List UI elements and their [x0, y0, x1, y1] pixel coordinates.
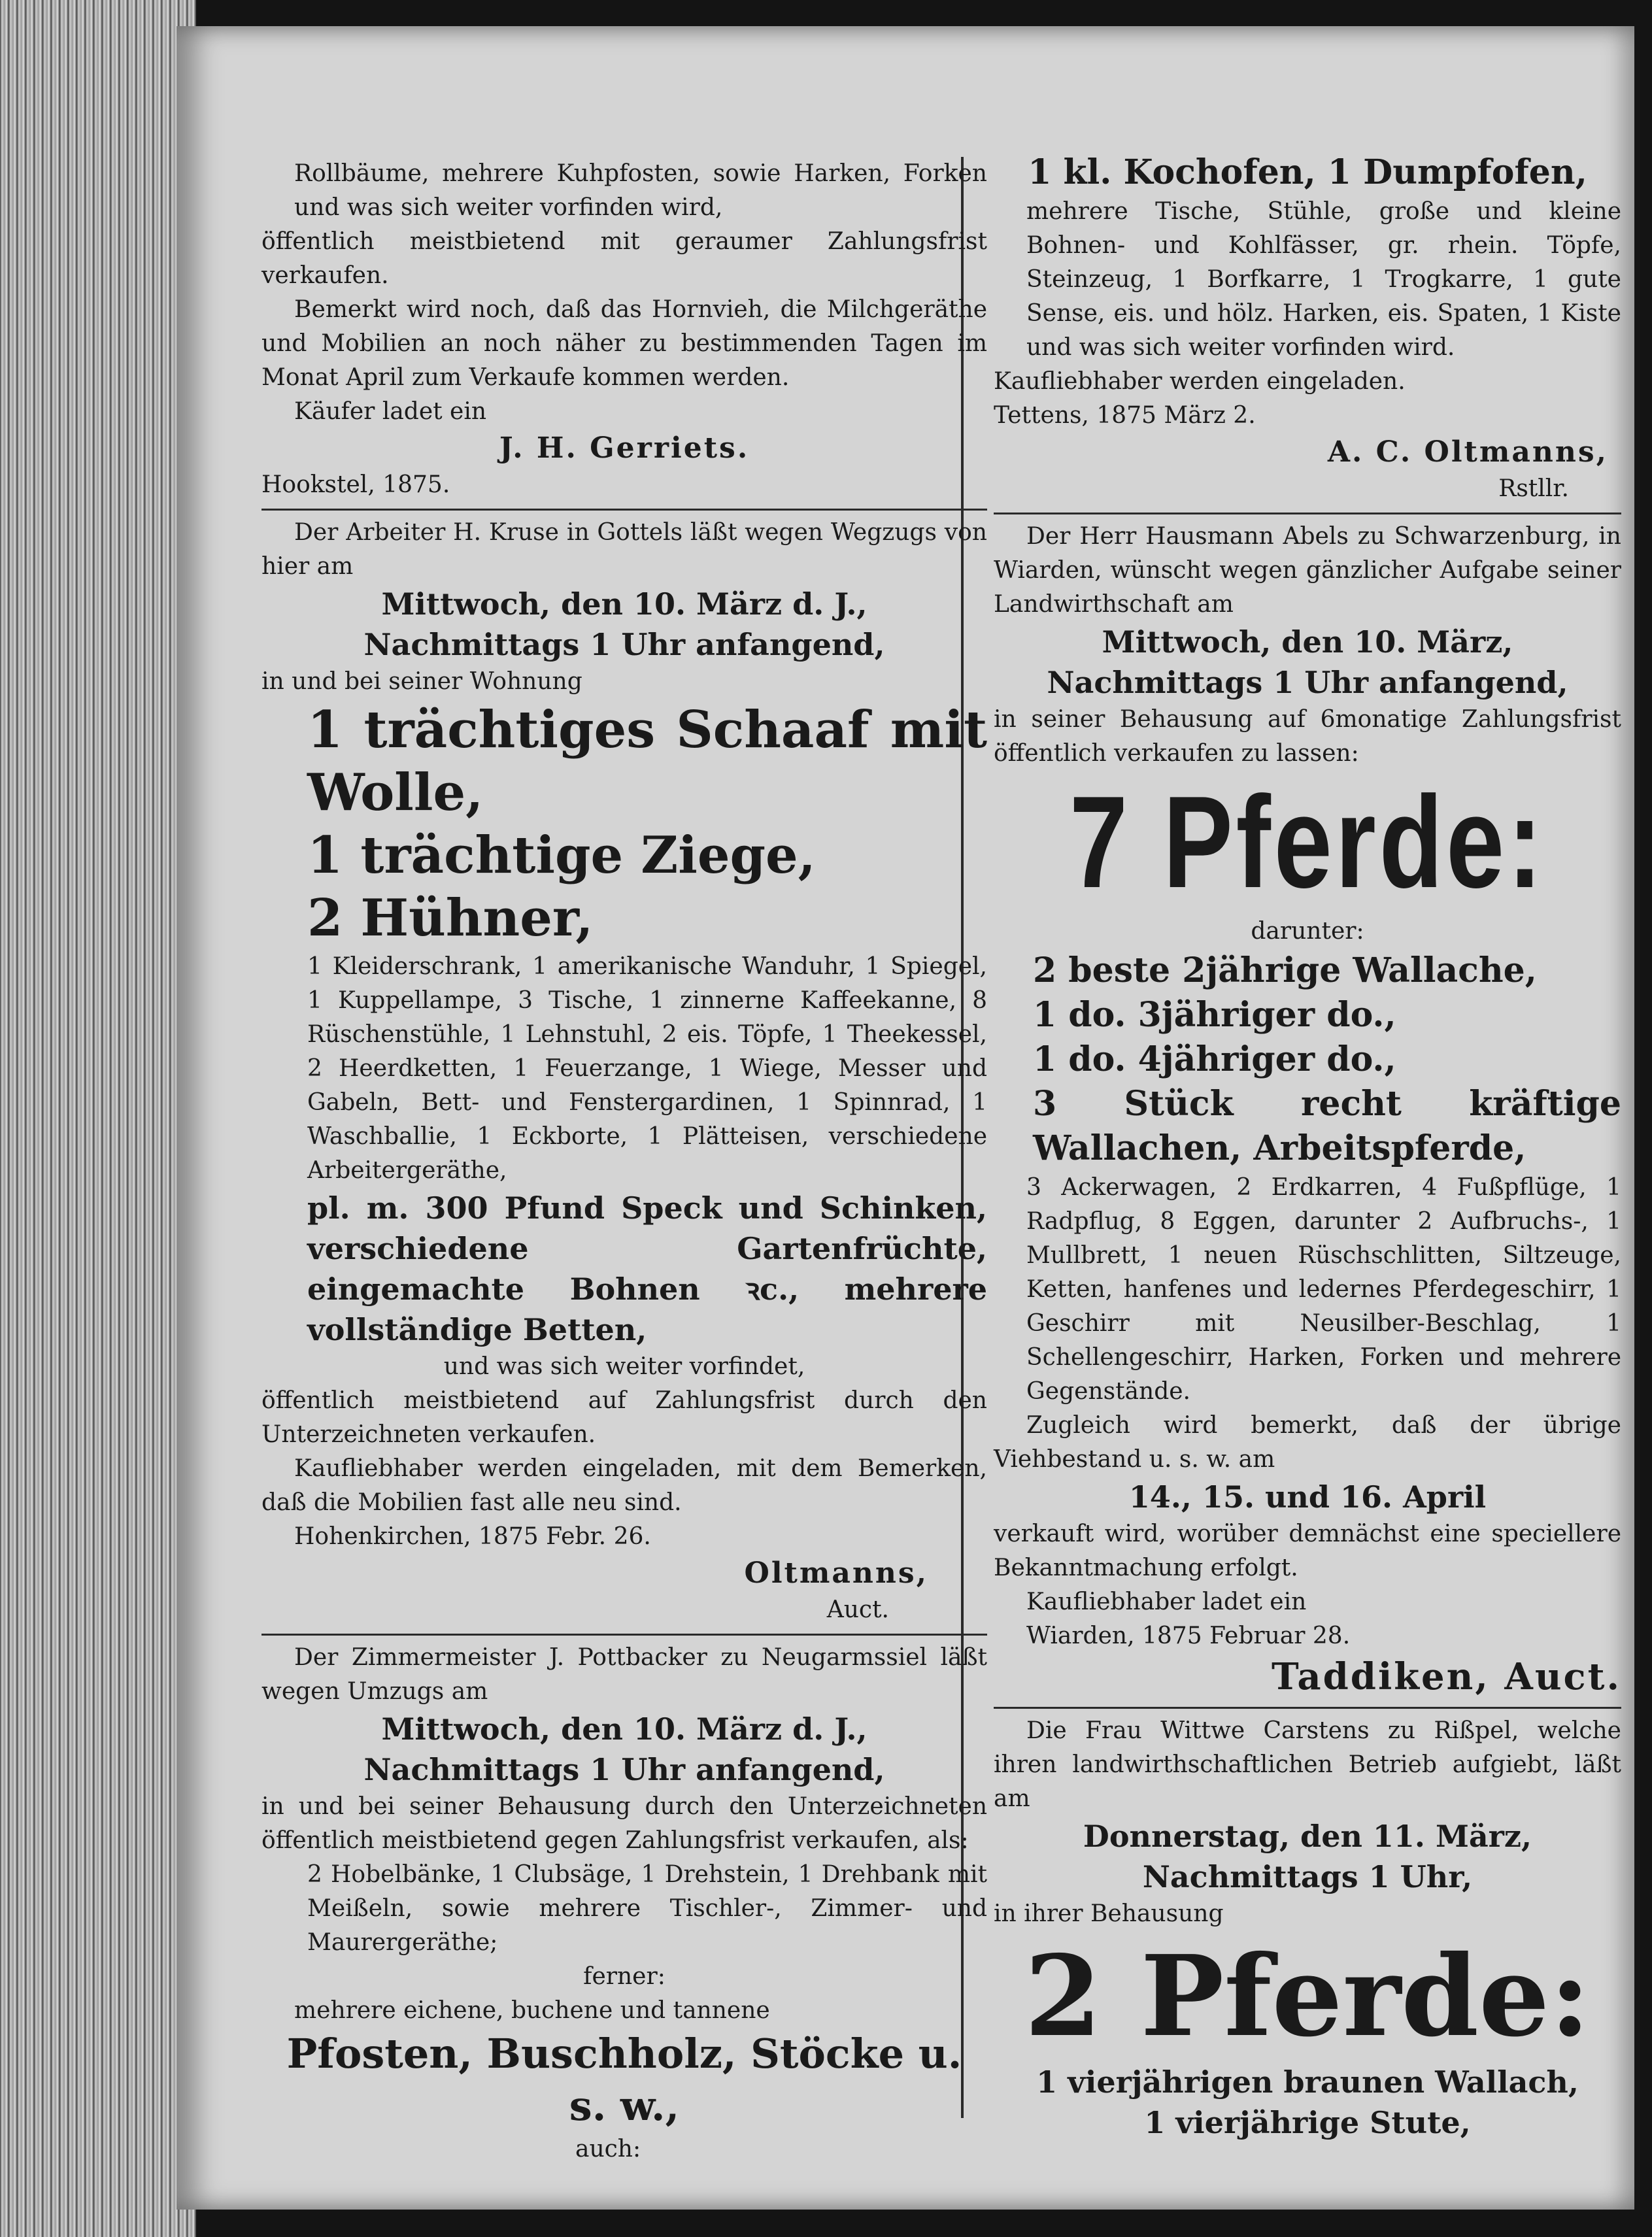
ad5-horse1: 2 beste 2jährige Wallache,: [1033, 950, 1537, 990]
ad5-note: Zugleich wird bemerkt, daß der übrige Viehbestand u. s. w. am: [994, 1412, 1621, 1473]
ad5-darunter: darunter:: [1251, 918, 1364, 945]
ad6-time: Nachmittags 1 Uhr,: [1142, 1859, 1473, 1894]
ad4-invite: Kaufliebhaber werden eingeladen.: [994, 368, 1406, 395]
ad1-note: Bemerkt wird noch, daß das Hornvieh, die Milchgeräthe und Mobilien an noch näher zu bestimmenden Tagen im Monat April zum Verkaufe kommen werden.: [261, 296, 987, 391]
newspaper-page: [177, 26, 1634, 2210]
ad2-location: in und bei seiner Wohnung: [261, 668, 582, 695]
ad3-wood: mehrere eichene, buchene und tannene: [294, 1997, 770, 2024]
ad5-horse2: 1 do. 3jähriger do.,: [1033, 995, 1396, 1035]
ad2-place-date: Hohenkirchen, 1875 Febr. 26.: [294, 1523, 651, 1550]
ad5-note2: verkauft wird, worüber demnächst eine speciellere Bekanntmachung erfolgt.: [994, 1521, 1621, 1581]
ad3-ferner: ferner:: [583, 1963, 666, 1990]
ad3-location: in und bei seiner Behausung durch den Unterzeichneten öffentlich meistbietend gegen Zahlungsfrist verkaufen, als:: [261, 1793, 987, 1854]
ad2-time: Nachmittags 1 Uhr anfangend,: [363, 627, 885, 662]
ad3-time: Nachmittags 1 Uhr anfangend,: [363, 1752, 885, 1787]
left-column: [261, 157, 987, 2166]
ad2-date: Mittwoch, den 10. März d. J.,: [381, 586, 868, 622]
ad2-item-sheep: 1 trächtiges Schaaf mit Wolle,: [307, 700, 987, 822]
right-column: [994, 150, 1621, 2143]
ad6-headline: 2 Pferde:: [1024, 1931, 1591, 2062]
ad5-location: in seiner Behausung auf 6monatige Zahlungsfrist öffentlich verkaufen zu lassen:: [994, 706, 1621, 767]
ad2-signature: Oltmanns,: [744, 1556, 928, 1590]
ad1-place-date: Hookstel, 1875.: [261, 471, 450, 498]
ad6-location: in ihrer Behausung: [994, 1900, 1224, 1927]
ad4-title: Rstllr.: [1498, 475, 1569, 502]
ad6-horse1: 1 vierjährigen braunen Wallach,: [1036, 2064, 1579, 2100]
ad4-items: mehrere Tische, Stühle, große und kleine Bohnen- und Kohlfässer, gr. rhein. Töpfe, Steinzeug, 1 Borfkarre, 1 Trogkarre, 1 gute Sense, eis. und hölz. Harken, eis. Spaten, 1 Kiste und was sich weiter vorfinden wird.: [1026, 198, 1621, 361]
ad3-auch: auch:: [575, 2136, 641, 2162]
ad3-intro: Der Zimmermeister J. Pottbacker zu Neugarmssiel läßt wegen Umzugs am: [261, 1644, 987, 1705]
ad2-item-goat: 1 trächtige Ziege,: [307, 826, 816, 885]
ad5-signature: Taddiken, Auct.: [1272, 1655, 1621, 1698]
ad4-signature: A. C. Oltmanns,: [1327, 435, 1608, 469]
ad2-items-small: 1 Kleiderschrank, 1 amerikanische Wanduhr, 1 Spiegel, 1 Kuppellampe, 3 Tische, 1 zinnerne Kaffeekanne, 8 Rüschenstühle, 1 Lehnstuhl, 2 eis. Töpfe, 1 Theekessel, 2 Heerdketten, 1 Feuerzange, 1 Wiege, Messer und Gabeln, Bett- und Fenstergardinen, 1 Spinnrad, 1 Waschballie, 1 Eckborte, 1 Plätteisen, verschiedene Arbeitergeräthe,: [307, 953, 987, 1184]
separator-rule: [261, 509, 987, 511]
book-page-edges: [0, 0, 196, 2237]
ad4-large: 1 kl. Kochofen, 1 Dumpfofen,: [1028, 152, 1587, 192]
ad1-sale: öffentlich meistbietend mit geraumer Zahlungsfrist verkaufen.: [261, 228, 987, 289]
separator-rule: [994, 1707, 1621, 1709]
ad2-items-large: pl. m. 300 Pfund Speck und Schinken, verschiedene Gartenfrüchte, eingemachte Bohnen ꝛc., mehrere vollständige Betten,: [307, 1190, 987, 1347]
ad2-rest: und was sich weiter vorfindet,: [443, 1353, 805, 1380]
ad5-invite: Kaufliebhaber ladet ein: [1026, 1589, 1307, 1615]
ad1-signature: J. H. Gerriets.: [499, 431, 750, 465]
ad1-invite: Käufer ladet ein: [294, 398, 487, 425]
ad5-place-date: Wiarden, 1875 Februar 28.: [1026, 1623, 1351, 1649]
ad5-headline: 7 Pferde:: [1070, 769, 1545, 915]
separator-rule: [994, 513, 1621, 514]
ad5-april: 14., 15. und 16. April: [1128, 1479, 1487, 1515]
ad6-date: Donnerstag, den 11. März,: [1083, 1819, 1532, 1854]
ad3-large: Pfosten, Buschholz, Stöcke u. s. w.,: [286, 2030, 962, 2130]
ad2-intro: Der Arbeiter H. Kruse in Gottels läßt wegen Wegzugs von hier am: [261, 519, 987, 580]
ad5-horse4: 3 Stück recht kräftige Wallachen, Arbeitspferde,: [1033, 1084, 1621, 1168]
ad5-horse3: 1 do. 4jähriger do.,: [1033, 1039, 1396, 1079]
ad5-items: 3 Ackerwagen, 2 Erdkarren, 4 Fußpflüge, 1 Radpflug, 8 Eggen, darunter 2 Aufbruchs-, 1 Mullbrett, 1 neuen Rüschschlitten, Siltzeuge, Ketten, hanfenes und ledernes Pferdegeschirr, 1 Geschirr mit Neusilber-Beschlag, 1 Schellengeschirr, Harken, Forken und mehrere Gegenstände.: [1026, 1174, 1621, 1405]
ad2-note: Kaufliebhaber werden eingeladen, mit dem Bemerken, daß die Mobilien fast alle neu sind.: [261, 1455, 987, 1516]
separator-rule: [261, 1634, 987, 1636]
ad5-intro: Der Herr Hausmann Abels zu Schwarzenburg, in Wiarden, wünscht wegen gänzlicher Aufgabe seiner Landwirthschaft am: [994, 523, 1621, 618]
ad3-date: Mittwoch, den 10. März d. J.,: [381, 1711, 868, 1747]
ad2-sale: öffentlich meistbietend auf Zahlungsfrist durch den Unterzeichneten verkaufen.: [261, 1387, 987, 1448]
ad6-horse2: 1 vierjährige Stute,: [1144, 2105, 1471, 2140]
ad3-items: 2 Hobelbänke, 1 Clubsäge, 1 Drehstein, 1 Drehbank mit Meißeln, sowie mehrere Tischler-, Zimmer- und Maurergeräthe;: [307, 1861, 987, 1956]
ad2-item-hens: 2 Hühner,: [307, 888, 594, 948]
ad6-intro: Die Frau Wittwe Carstens zu Rißpel, welche ihren landwirthschaftlichen Betrieb aufgiebt, läßt am: [994, 1717, 1621, 1812]
ad5-date: Mittwoch, den 10. März,: [1102, 624, 1513, 660]
ad2-title: Auct.: [826, 1596, 889, 1623]
ad1-items: Rollbäume, mehrere Kuhpfosten, sowie Harken, Forken und was sich weiter vorfinden wird,: [294, 160, 987, 221]
ad4-place-date: Tettens, 1875 März 2.: [994, 402, 1256, 429]
ad5-time: Nachmittags 1 Uhr anfangend,: [1047, 665, 1568, 700]
